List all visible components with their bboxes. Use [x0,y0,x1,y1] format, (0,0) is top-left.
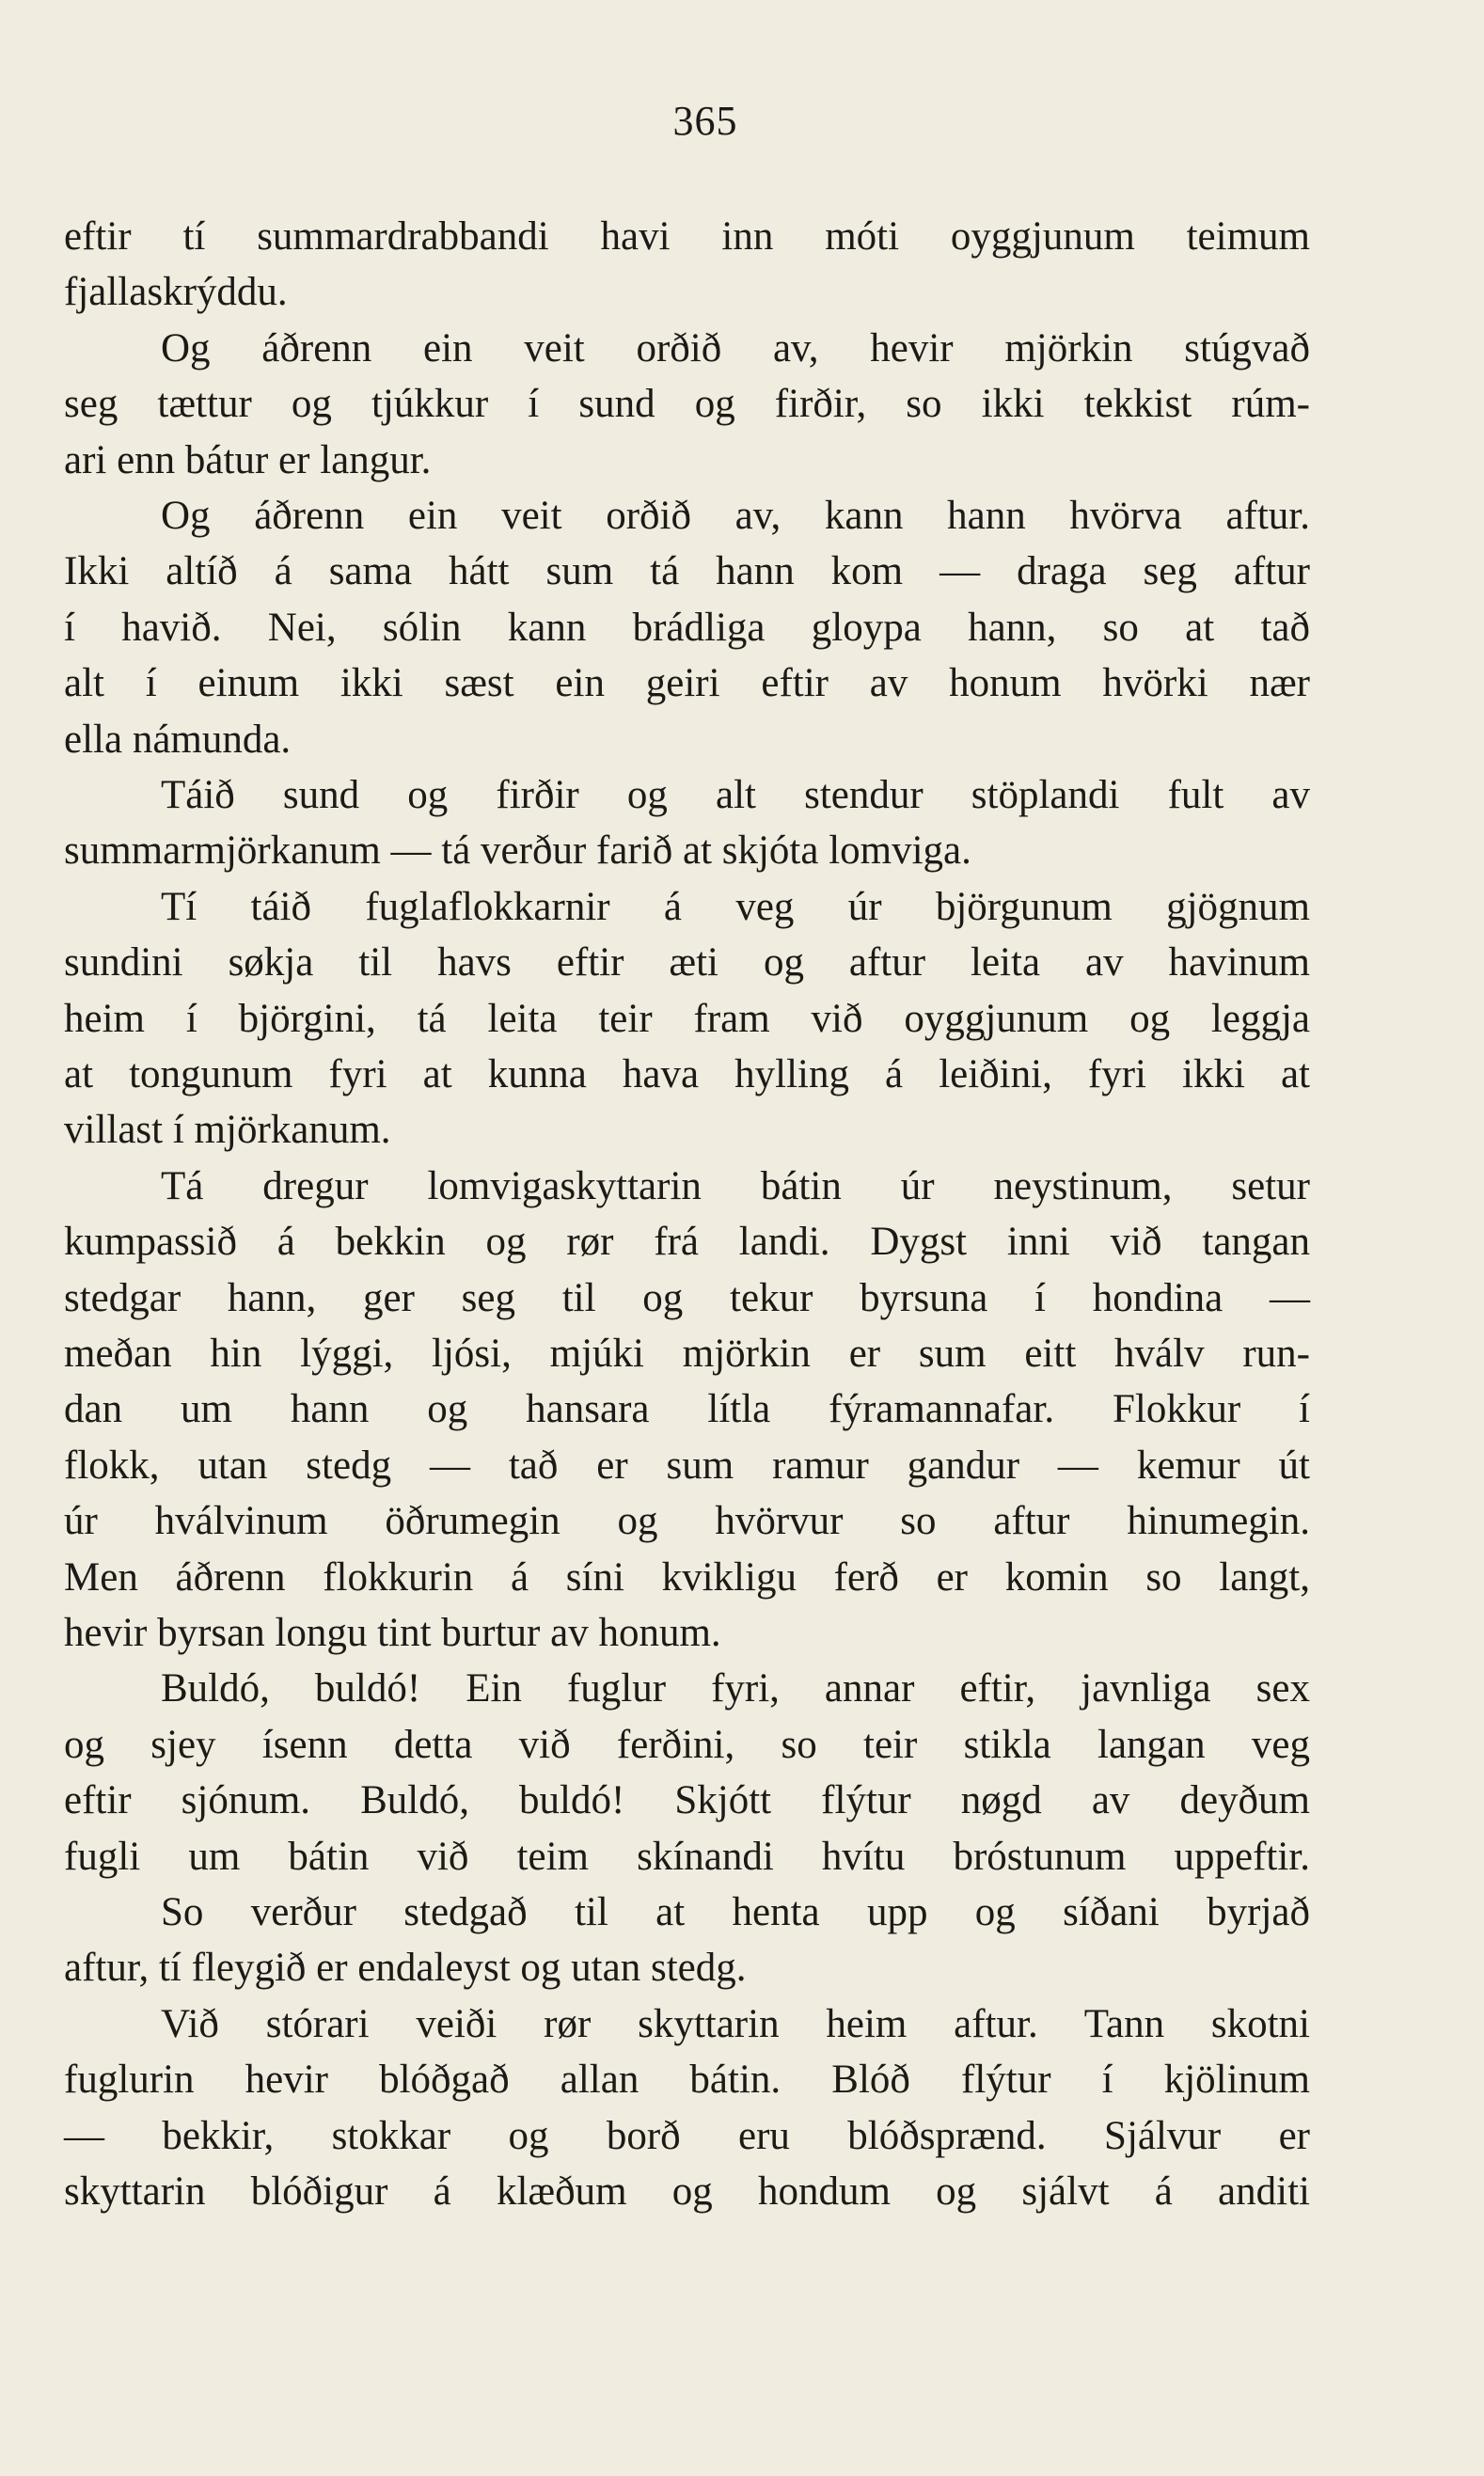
text-line: meðan hin lýggi, ljósi, mjúki mjörkin er sum eitt hválv run- [64,1332,1310,1376]
text-line: fuglurin hevir blóðgað allan bátin. Blóð flýtur í kjölinum [64,2058,1310,2103]
text-line: Tá dregur lomvigaskyttarin bátin úr neystinum, setur [161,1163,1310,1208]
text-line: fjallaskrýddu. [64,270,288,315]
text-line: aftur, tí fleygið er endaleyst og utan stedg. [64,1946,747,1991]
text-line: — bekkir, stokkar og borð eru blóðsprænd. Sjálvur er [64,2113,1310,2158]
text-line: alt í einum ikki sæst ein geiri eftir av honum hvörki nær [64,661,1310,706]
text-line: So verður stedgað til at henta upp og síðani byrjað [161,1890,1310,1934]
text-line: Og áðrenn ein veit orðið av, kann hann hvörva aftur. [161,494,1310,538]
text-line: at tongunum fyri at kunna hava hylling á leiðini, fyri ikki at [64,1052,1310,1096]
text-line: flokk, utan stedg — tað er sum ramur gandur — kemur út [64,1443,1310,1488]
text-line: Tí táið fuglaflokkarnir á veg úr björgunum gjögnum [161,884,1310,929]
text-line: í havið. Nei, sólin kann brádliga gloypa hann, so at tað [64,605,1310,650]
text-line: hevir byrsan longu tint burtur av honum. [64,1611,721,1655]
text-line: ella námunda. [64,717,292,762]
text-line: úr hválvinum öðrumegin og hvörvur so aftur hinumegin. [64,1499,1310,1544]
text-line: eftir tí summardrabbandi havi inn móti oyggjunum teimum [64,214,1310,259]
text-line: skyttarin blóðigur á klæðum og hondum og sjálvt á anditi [64,2169,1310,2214]
page-number: 365 [672,98,738,144]
text-line: fugli um bátin við teim skínandi hvítu bróstunum uppeftir. [64,1834,1310,1879]
text-line: og sjey ísenn detta við ferðini, so teir stikla langan veg [64,1722,1310,1767]
text-line: sundini søkja til havs eftir æti og aftur leita av havinum [64,940,1310,986]
text-line: eftir sjónum. Buldó, buldó! Skjótt flýtur nøgd av deyðum [64,1778,1310,1823]
text-line: ari enn bátur er langur. [64,437,432,482]
text-line: kumpassið á bekkin og rør frá landi. Dygst inni við tangan [64,1220,1310,1265]
text-line: villast í mjörkanum. [64,1108,391,1153]
text-line: Táið sund og firðir og alt stendur stöplandi fult av [161,773,1310,817]
text-line: summarmjörkanum — tá verður farið at skjóta lomviga. [64,828,971,874]
text-line: seg tættur og tjúkkur í sund og firðir, so ikki tekkist rúm- [64,382,1310,427]
text-line: Ikki altíð á sama hátt sum tá hann kom — draga seg aftur [64,549,1310,594]
text-line: Og áðrenn ein veit orðið av, hevir mjörkin stúgvað [161,325,1310,371]
text-line: stedgar hann, ger seg til og tekur byrsuna í hondina — [64,1275,1310,1320]
text-line: heim í björgini, tá leita teir fram við oyggjunum og leggja [64,996,1310,1041]
text-line: Men áðrenn flokkurin á síni kvikligu ferð er komin so langt, [64,1554,1310,1600]
text-line: Buldó, buldó! Ein fuglur fyri, annar eftir, javnliga sex [161,1666,1310,1711]
text-line: dan um hann og hansara lítla fýramannafar. Flokkur í [64,1387,1310,1432]
text-line: Við stórari veiði rør skyttarin heim aftur. Tann skotni [161,2001,1310,2046]
